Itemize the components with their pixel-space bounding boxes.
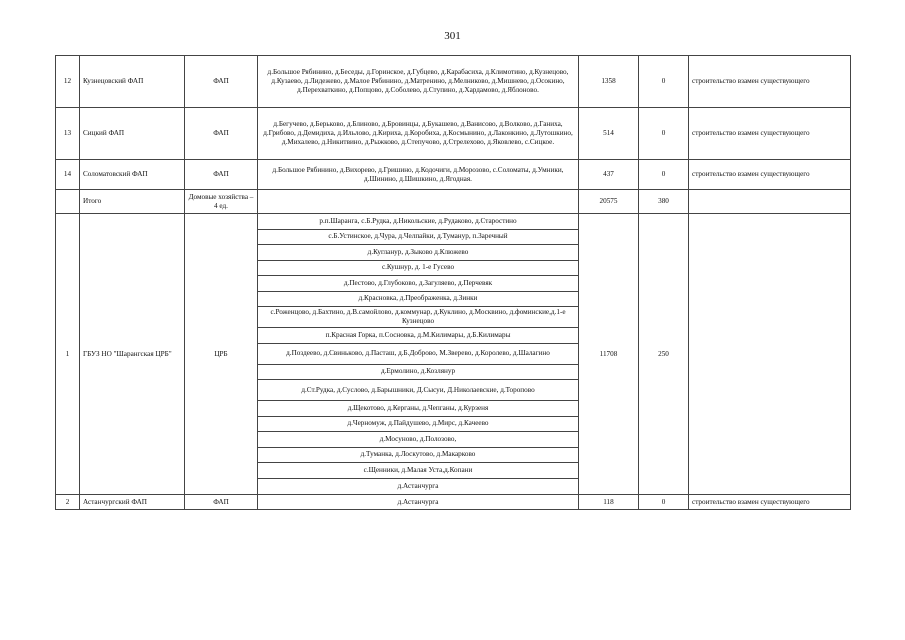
village-group: д.Ст.Рудка, д.Суслово, д.Барышники, Д.Сысуи, Д.Николаевские, д.Торопово — [258, 380, 578, 401]
villages-list — [258, 214, 579, 495]
population: 514 — [579, 108, 639, 160]
village-group: с.Роженцово, д.Бахтино, д.В.самойлово, д.коммунар, д.Куклино, д.Москвино, д.фоминские,д.1-е Кузнецово — [258, 307, 578, 328]
total-label: Итого — [80, 190, 185, 214]
facility-type: ФАП — [185, 160, 258, 190]
population: 118 — [579, 495, 639, 510]
row-number: 14 — [56, 160, 80, 190]
villages-list: д.Большое Рябинино, д.Вихорево, д.Гришино, д.Кодочиги, д.Морозово, с.Соломаты, д.Умники, д.Шинино, д.Шишкино, д.Ягодная. — [258, 160, 579, 190]
note: строительство взамен существующего — [689, 56, 851, 108]
village-group: р.п.Шаранга, с.Б.Рудка, д.Никольские, д.Рудаково, д.Старостино — [258, 214, 578, 230]
population: 1358 — [579, 56, 639, 108]
total-type: Домовые хозяйства – 4 ед. — [185, 190, 258, 214]
page-number: 301 — [444, 30, 461, 42]
village-group-list — [258, 214, 578, 494]
village-group: д.Пестово, д.Глубоково, д.Загуляево, д.Перчевяк — [258, 276, 578, 292]
table-row — [56, 108, 851, 160]
households: 0 — [639, 495, 689, 510]
households: 0 — [639, 108, 689, 160]
facility-name: Сицкий ФАП — [80, 108, 185, 160]
row-number — [56, 190, 80, 214]
total-households: 380 — [639, 190, 689, 214]
facility-name: Кузнецовский ФАП — [80, 56, 185, 108]
note: строительство взамен существующего — [689, 495, 851, 510]
population: 11708 — [579, 214, 639, 495]
villages-list: д.Большое Рябинино, д.Беседы, д.Горинское, д.Губцево, д.Карабасиха, д.Климотино, д.Кузнецово, д.Кузаево, д.Лидежево, д.Малое Рябинино, д.Матренино, д.Мелниково, д.Мишнево, д.Осокино, д.Перехваткино, д.Попцово, д.Соболево, д.Ступино, д.Хардамово, д.Яблоново. — [258, 56, 579, 108]
note — [689, 190, 851, 214]
facilities-table — [55, 55, 851, 510]
households: 0 — [639, 160, 689, 190]
village-group: д.Красновка, д.Преображенка, д.Зинки — [258, 292, 578, 308]
villages-list: д.Бегучево, д.Берьково, д.Блиново, д.Бровинцы, д.Букашево, д.Ванисово, д.Волково, д.Ганиха, д.Грибово, д.Демидиха, д.Ильлово, д.Кириха, д.Коробиха, д.Космынино, д.Лаконкино, д.Лутошкино, д.Михалево, д.Никитвино, д.Рыжково, д.Степучово, д.Стрелехово, д.Яковлево, с.Сицкое. — [258, 108, 579, 160]
village-group: д.Поздеево, д.Свиньково, д.Пасташ, д.Б.Доброво, М.Зверево, д.Королево, д.Шалагино — [258, 344, 578, 365]
row-number: 1 — [56, 214, 80, 495]
note: строительство взамен существующего — [689, 160, 851, 190]
village-group: д.Ермолино, д.Козлянур — [258, 365, 578, 381]
population: 437 — [579, 160, 639, 190]
total-population: 20575 — [579, 190, 639, 214]
note: строительство взамен существующего — [689, 108, 851, 160]
table-row — [56, 56, 851, 108]
villages-list: д.Астанчурга — [258, 495, 579, 510]
village-group: д.Мосуново, д.Полозово, — [258, 432, 578, 448]
facility-type: ФАП — [185, 56, 258, 108]
facility-type: ФАП — [185, 108, 258, 160]
facility-type: ЦРБ — [185, 214, 258, 495]
table-row — [56, 495, 851, 510]
village-group: д.Астанчурга — [397, 481, 439, 490]
village-group: д.Туманка, д.Лоскутово, д.Макарково — [258, 448, 578, 464]
facility-name: Астанчургский ФАП — [80, 495, 185, 510]
row-number: 2 — [56, 495, 80, 510]
households: 0 — [639, 56, 689, 108]
facility-type: ФАП — [185, 495, 258, 510]
village-group: п.Красная Горка, п.Сосновка, д.М.Килимары, д.Б.Килимары — [258, 328, 578, 344]
village-group: д.Кугланур, д.Зыково д.Клюжево — [258, 245, 578, 261]
villages-list — [258, 190, 579, 214]
village-group: д.Щекотово, д.Керганы, д.Чепганы, д.Курзеня — [258, 401, 578, 417]
row-number: 12 — [56, 56, 80, 108]
households: 250 — [639, 214, 689, 495]
total-row — [56, 190, 851, 214]
table-row — [56, 214, 851, 495]
facility-name: Соломатовский ФАП — [80, 160, 185, 190]
village-group: д.Черномуж, д.Пайдушево, д.Мирс, д.Качеево — [258, 417, 578, 433]
row-number: 13 — [56, 108, 80, 160]
note — [689, 214, 851, 495]
village-group: с.Щенники, д.Малая Уста,д.Копани — [258, 463, 578, 479]
facility-name: ГБУЗ НО "Шарангская ЦРБ" — [80, 214, 185, 495]
village-group: с.Кушнур, д. 1-е Гусево — [258, 261, 578, 277]
table-row — [56, 160, 851, 190]
village-group: с.Б.Устинское, д.Чура, д.Челпайки, д.Туманур, п.Заречный — [258, 230, 578, 246]
